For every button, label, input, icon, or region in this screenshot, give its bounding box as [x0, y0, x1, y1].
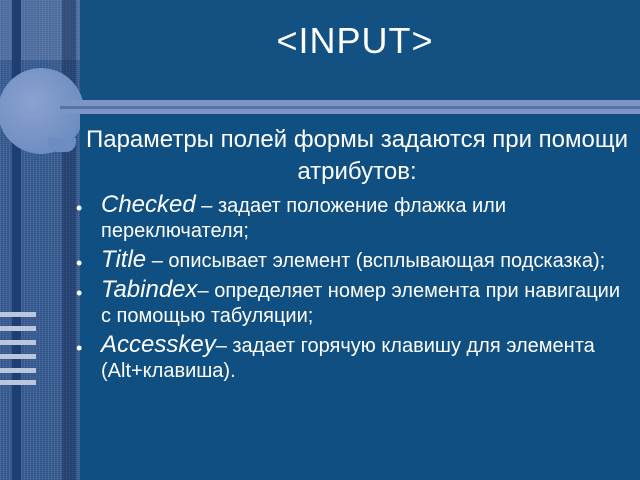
attribute-list	[74, 192, 630, 387]
bullet-icon: •	[76, 198, 83, 218]
attribute-term: Tabindex	[101, 276, 198, 303]
list-item	[74, 192, 630, 244]
attribute-separator: –	[197, 280, 215, 302]
attribute-separator: –	[215, 335, 233, 357]
list-item	[74, 277, 630, 329]
slide-lead-text: Параметры полей формы задаются при помощи атрибутов:	[85, 126, 629, 185]
strip-bar	[0, 354, 36, 359]
list-item	[74, 247, 630, 274]
attribute-description: определяет номер элемента при навигации с помощью табуляции;	[101, 280, 621, 327]
strip-bar	[0, 340, 36, 345]
attribute-term: Title	[101, 246, 147, 273]
decorative-circle-tab	[48, 138, 76, 152]
strip-bar	[0, 312, 36, 317]
bullet-icon: •	[76, 253, 83, 273]
attribute-separator: –	[146, 250, 169, 272]
attribute-term: Accesskey	[101, 331, 216, 358]
strip-bar	[0, 326, 36, 331]
title-separator-inner	[60, 106, 640, 109]
list-item	[74, 332, 630, 384]
attribute-description: задает положение флажка или переключателя;	[101, 195, 507, 242]
strip-bar	[0, 380, 36, 385]
strip-dark-column	[12, 0, 21, 480]
strip-bar	[0, 368, 36, 373]
attribute-description: описывает элемент (всплывающая подсказка);	[168, 250, 606, 272]
bullet-icon: •	[76, 283, 83, 303]
slide-title: <INPUT>	[276, 20, 434, 61]
attribute-description: задает горячую клавишу для элемента (Alt+клавиша).	[101, 335, 595, 382]
bullet-icon: •	[76, 338, 83, 358]
attribute-separator: –	[195, 195, 218, 217]
attribute-term: Checked	[101, 191, 196, 218]
